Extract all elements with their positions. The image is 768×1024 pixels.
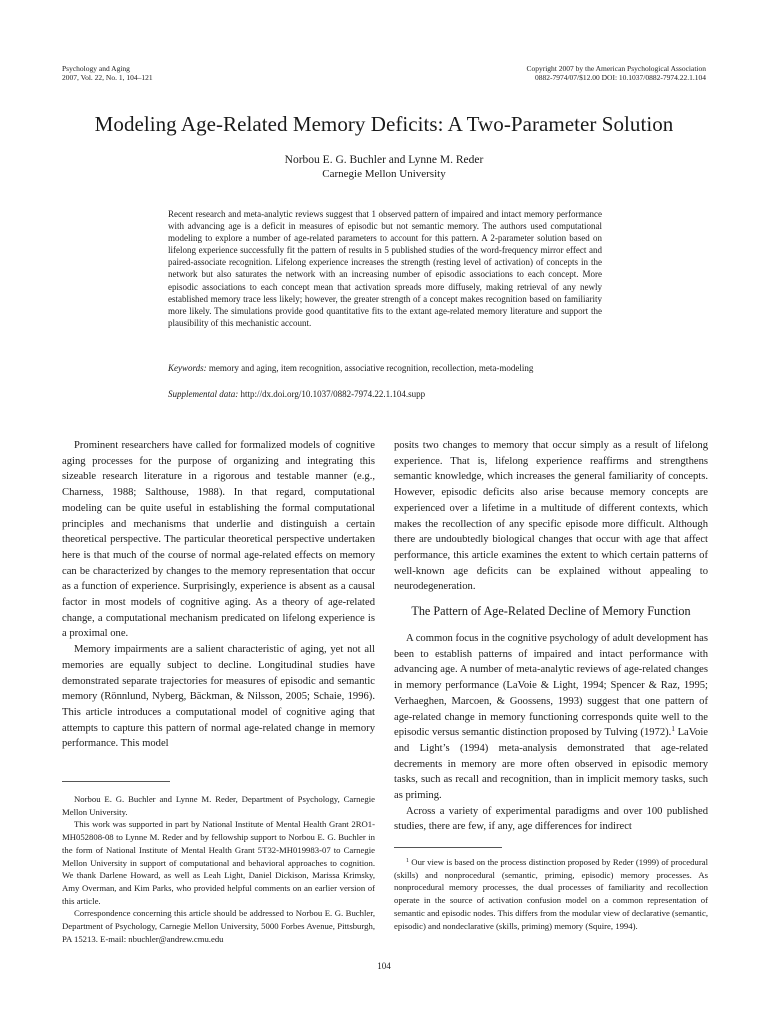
section-body (394, 631, 708, 835)
copyright-header (526, 65, 706, 82)
section-text-after-note: LaVoie and Light’s (1994) meta-analysis demonstrated that age-related decrements in memory are more often observed in episodic memory tasks, such as recall and recognition, than in implicit memory tasks, such as priming. (394, 727, 708, 802)
author-note: Norbou E. G. Buchler and Lynne M. Reder, Department of Psychology, Carnegie Mellon University. (62, 794, 375, 817)
footnote-divider (394, 847, 502, 848)
article-affiliation: Carnegie Mellon University (322, 168, 446, 180)
footnote-divider (62, 781, 170, 782)
body-paragraph-continued: posits two changes to memory that occur simply as a result of lifelong experience. That is, lifelong experience reaffirms and strengthens semantic knowledge, which increases the general familiarity of concepts. However, episodic deficits also arise because memory concepts are experienced over a lifetime in a multitude of different contexts, which makes the recollection of any specific episode more difficult. Although there are undoubtedly biological changes that occur with age that affect performance, this article examines the extent to which certain patterns of well-known age deficits can be explained without appealing to neurodegeneration. (394, 440, 708, 593)
copyright-line: Copyright 2007 by the American Psychological Association (526, 64, 706, 73)
abstract (168, 208, 602, 329)
body-paragraph: Memory impairments are a salient characteristic of aging, yet not all memories are equally subject to decline. Longitudinal studies have demonstrated separate trajectories for measures of episodic and semantic memory (Rönnlund, Nyberg, Bäckman, & Nilsson, 2005; Schaie, 1996). This article introduces a computational model of cognitive aging that attempts to capture this pattern of normal age-related change in memory performance. This model (62, 644, 375, 750)
body-column-right (394, 438, 708, 595)
keywords-line (168, 362, 602, 374)
section-text-before-note: A common focus in the cognitive psychology of adult development has been to establish patterns of impaired and intact performance with advancing age. A number of meta-analytic reviews of age-related changes in memory performance (LaVoie & Light, 1994; Spencer & Raz, 1995; Verhaeghen, Marcoen, & Goossens, 1993) suggest that one pattern of age-related change in memory functioning corresponds quite well to the episodic versus semantic distinction proposed by Tulving (1972). (394, 633, 708, 739)
section-paragraph (394, 631, 708, 804)
author-note: This work was supported in part by National Institute of Mental Health Grant 2RO1-MH052808-08 to Lynne M. Reder and by fellowship support to Norbou E. G. Buchler in the form of National Institute of Mental Health Grant 5T32-MH019983-07 to Carnegie Mellon University in support of computational and behavioral approaches to cognition. We thank Darlene Howard, as well as Leah Light, Daniel Dickison, Marissa Krimsky, Amy Overman, and Kim Parks, who provided helpful comments on an earlier version of this article. (62, 819, 375, 906)
article-title: Modeling Age-Related Memory Deficits: A Two-Parameter Solution (94, 112, 674, 136)
supplemental-label: Supplemental data: (168, 389, 239, 399)
supplemental-line (168, 388, 602, 400)
footnote (394, 856, 708, 932)
journal-name: Psychology and Aging (62, 64, 130, 73)
page-number: 104 (377, 961, 391, 971)
supplemental-link[interactable]: http://dx.doi.org/10.1037/0882-7974.22.1.104.supp (240, 389, 426, 399)
section-paragraph: Across a variety of experimental paradigms and over 100 published studies, there are few, if any, age differences for indirect (394, 805, 708, 833)
footnote-body: Our view is based on the process distinction proposed by Reder (1999) of procedural (skills) and nonprocedural (semantic, priming, episodic) memory processes. As nonprocedural memory processes, the dual processes of familiarity and recollection operate in the source of activation confusion model on a common representation of semantic and episodic nodes. This differs from the modular view of declarative (semantic, episodic) and nondeclarative (skills, priming) memory (Squire, 1994). (394, 857, 708, 931)
footnote-text (394, 856, 708, 932)
footnote-reference[interactable]: 1 (671, 725, 675, 734)
footnote-mark: 1 (406, 858, 409, 864)
keywords-text: memory and aging, item recognition, associative recognition, recollection, meta-modeling (208, 363, 534, 373)
journal-header (62, 65, 153, 82)
author-note: Correspondence concerning this article should be addressed to Norbou E. G. Buchler, Department of Psychology, Carnegie Mellon University, 5000 Forbes Avenue, Pittsburgh, PA 15213. E-mail: nbuchler@andrew.cmu.edu (62, 908, 375, 944)
section-heading: The Pattern of Age-Related Decline of Memory Function (411, 604, 691, 618)
body-paragraph: Prominent researchers have called for formalized models of cognitive aging processes for the purpose of organizing and integrating this sizeable research literature in a rigorous and testable manner (e.g., Charness, 1988; Salthouse, 1988). In that regard, computational modeling can be quite useful in establishing the formal computational principles and mechanisms that underlie and distinguish a certain theoretical perspective. The particular theoretical perspective undertaken here is that much of the course of normal age-related effects on memory can be characterized by changes to the memory representation that occur as a function of experience. Surprisingly, experience is absent as a causal factor in most models of cognitive aging. As a theory of age-related change, a computational mechanism predicated on lifelong experience is a proximal one. (62, 440, 375, 640)
keywords-label: Keywords: (168, 363, 207, 373)
journal-volume: 2007, Vol. 22, No. 1, 104–121 (62, 72, 153, 82)
author-notes (62, 793, 375, 945)
doi-line: 0882-7974/07/$12.00 DOI: 10.1037/0882-7974.22.1.104 (534, 72, 706, 82)
abstract-text: Recent research and meta-analytic reviews suggest that 1 observed pattern of impaired and intact memory performance with advancing age is a deficit in measures of episodic but not semantic memory. The authors used computational modeling to explore a number of age-related parameters to account for this pattern. A 2-parameter solution based on lifelong experience successfully fit the pattern of results in 5 published studies of the word-frequency mirror effect and paired-associate recognition. Lifelong experience increases the strength (resting level of activation) of concepts in the network but also saturates the network with an increasing number of episodic associations to each concept. More episodic associations to each concept mean that activation spreads more diffusely, making retrieval of any newly established memory trace less likely; however, the greater strength of a concept makes recognition based on familiarity more likely. The simulations provide good quantitative fits to the extant age-related memory literature and support the plausibility of this mechanistic account. (168, 209, 602, 328)
body-column-left (62, 438, 375, 752)
article-authors: Norbou E. G. Buchler and Lynne M. Reder (284, 154, 484, 166)
